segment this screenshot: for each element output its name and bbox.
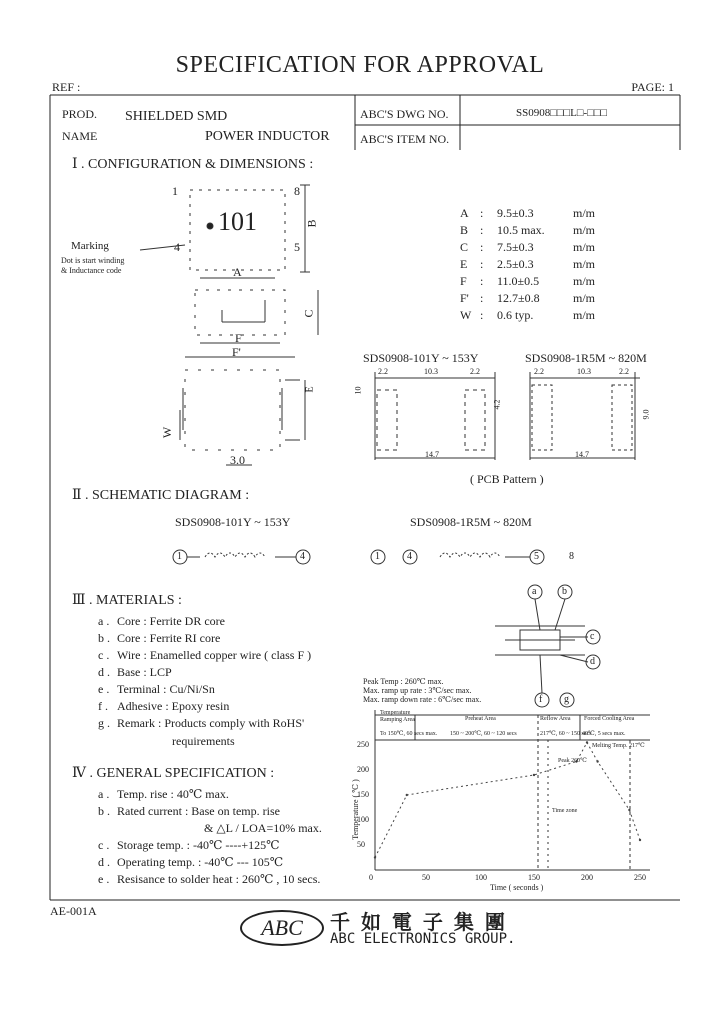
dim-unit: m/m [573,291,596,305]
reflow-point [586,741,588,743]
material-label: Base : LCP [117,665,172,679]
dim-value: 7.5±0.3 [497,240,534,254]
page-number: PAGE: 1 [631,80,674,94]
pin-5: 5 [294,240,300,254]
dim-unit: m/m [573,206,596,220]
material-key: c . [98,648,110,662]
dim-key: C [460,240,469,254]
chart-ylabel: Temperature ( ℃ ) [350,779,360,840]
name-label: NAME [62,129,98,143]
pcb-r-22a: 2.2 [534,367,544,376]
reflow-point [374,856,376,858]
spec-label: Resisance to solder heat : 260℃ , 10 secs. [117,872,321,886]
marking-label: Marking [71,240,109,252]
company-name-cn: 千 如 電 子 集 團 [330,910,507,934]
remark-continuation: requirements [172,734,235,748]
chart-xlabel: Time ( seconds ) [490,883,544,892]
dwg-label: ABC'S DWG NO. [360,107,449,121]
dim-label-C: C [301,309,316,318]
spec-key: a . [98,787,110,801]
dim-colon: : [480,223,484,237]
dim-value: 9.5±0.3 [497,206,534,220]
company-logo: ABC [240,910,324,946]
zone-preheat: Preheat Area [465,716,496,722]
spec-key: b . [98,804,110,818]
dim-colon: : [480,308,484,322]
marking-code: 101 [218,207,257,236]
dim-colon: : [480,240,484,254]
material-key: f . [98,699,108,713]
dim-label-F2: F' [232,345,241,359]
dim-colon: : [480,206,484,220]
y-tick-label: 50 [357,840,365,849]
dim-key: F' [460,291,469,305]
reflow-ramp-down: Max. ramp down rate : 6℃/sec max. [363,695,482,704]
dim-value: 2.5±0.3 [497,257,534,271]
pcb-l-22b: 2.2 [470,367,480,376]
pcb-l-42: 4.2 [492,399,502,410]
dim-unit: m/m [573,308,596,322]
pcb-r-147: 14.7 [575,450,589,459]
product-line2: POWER INDUCTOR [205,129,330,144]
schematic-lines [173,550,544,564]
spec-label: Storage temp. : -40℃ ----+125℃ [117,838,280,852]
y-tick-label: 150 [357,790,369,799]
dim-unit: m/m [573,274,596,288]
reflow-point [406,794,408,796]
dim-label-B: B [304,219,319,228]
materials-section-drawing [495,585,600,707]
x-tick-label: 200 [581,873,593,882]
zone-cooling: Forced Cooling Area [584,716,635,722]
melt-temp: Melting Temp. 217℃ [592,743,645,749]
material-label: Remark : Products comply with RoHS' [117,716,305,730]
schematic-r-pin8: 8 [569,551,574,562]
y-tick-label: 100 [357,815,369,824]
spec-key: e . [98,872,110,886]
x-tick-label: 150 [528,873,540,882]
material-label: Terminal : Cu/Ni/Sn [117,682,215,696]
y-tick-label: 200 [357,765,369,774]
pcb-caption: ( PCB Pattern ) [470,472,544,486]
zone-reflow-val: 217℃, 60 ~ 150 secs [540,731,592,737]
dim-unit: m/m [573,240,596,254]
callout-c: c [590,631,595,642]
pcb-left-title: SDS0908-101Y ~ 153Y [363,351,479,365]
dim-value: 11.0±0.5 [497,274,540,288]
dim-label-E: E [304,386,316,393]
spec-key: d . [98,855,110,869]
material-label: Core : Ferrite RI core [117,631,221,645]
pcb-right-title: SDS0908-1R5M ~ 820M [525,351,647,365]
company-name-en: ABC ELECTRONICS GROUP. [330,931,516,947]
material-key: d . [98,665,110,679]
dim-value: 0.6 typ. [497,308,534,322]
reflow-plot [374,741,641,858]
reflow-point [596,760,598,762]
spec-label: Rated current : Base on temp. rise [117,804,280,818]
zone-ramp-val: To 150℃, 60 secs max. [380,731,438,737]
product-line1: SHIELDED SMD [125,109,228,124]
y-tick-label: 250 [357,740,369,749]
section2-title: Ⅱ . SCHEMATIC DIAGRAM : [72,488,250,503]
dim-unit: m/m [573,223,596,237]
doc-number: AE-001A [50,904,97,918]
material-label: Wire : Enamelled copper wire ( class F ) [117,648,312,662]
callout-d: d [590,656,595,667]
spec-label: & △L / LOA=10% max. [204,821,322,835]
zone-ramp: Temperature Ramping Area [380,710,415,723]
material-label: Core : Ferrite DR core [117,614,225,628]
reflow-point [639,839,641,841]
zone-preheat-val: 150 ~ 200℃, 60 ~ 120 secs [450,731,517,737]
spec-key: c . [98,838,110,852]
dim-key: F [460,274,467,288]
zone-cooling-val: 40℃, 5 secs max. [582,731,626,737]
pcb-r-90: 9.0 [641,409,651,420]
callout-f: f [539,694,543,705]
item-label: ABC'S ITEM NO. [360,132,450,146]
marking-note1: Dot is start winding [61,256,125,265]
schematic-r-pin5: 5 [534,551,539,562]
pcb-pattern-left [375,372,495,460]
dim-key: W [460,308,472,322]
pin-1: 1 [172,184,178,198]
reflow-peak: Peak Temp : 260℃ max. [363,677,444,686]
x-tick-label: 250 [634,873,646,882]
zone-reflow: Reflow Area [540,716,571,722]
dim-key: A [460,206,469,220]
dim-key: E [460,257,468,271]
section3-title: Ⅲ . MATERIALS : [72,593,182,608]
pcb-l-103: 10.3 [424,367,438,376]
section4-title: Ⅳ . GENERAL SPECIFICATION : [72,766,275,781]
material-key: e . [98,682,110,696]
spec-label: Operating temp. : -40℃ --- 105℃ [117,855,284,869]
pcb-pattern-right [530,372,640,460]
material-key: a . [98,614,110,628]
section1-title: Ⅰ . CONFIGURATION & DIMENSIONS : [72,157,314,172]
pcb-l-10: 10 [353,386,363,395]
schematic-right-title: SDS0908-1R5M ~ 820M [410,515,532,529]
x-tick-label: 0 [369,873,373,882]
callout-a: a [532,586,537,597]
page-title: SPECIFICATION FOR APPROVAL [175,52,545,78]
reflow-point [628,809,630,811]
dim-label-W: W [160,426,175,439]
marking-note2: & Inductance code [61,266,122,275]
pin-4: 4 [174,240,180,254]
schematic-r-pin1: 1 [375,551,380,562]
reflow-ramp-up: Max. ramp up rate : 3℃/sec max. [363,686,472,695]
pin-8: 8 [294,184,300,198]
pcb-l-147: 14.7 [425,450,439,459]
dwg-value: SS0908□□□L□-□□□ [516,107,608,119]
dim-value: 10.5 max. [497,223,545,237]
schematic-l-pin1: 1 [177,551,182,562]
prod-label: PROD. [62,107,98,121]
ref-label: REF : [52,80,81,94]
pcb-r-22b: 2.2 [619,367,629,376]
reflow-point [533,774,535,776]
schematic-r-pin4: 4 [407,551,412,562]
time-zone: Time zone [552,808,578,814]
reflow-series-line [375,743,640,858]
schematic-l-pin4: 4 [300,551,305,562]
material-label: Adhesive : Epoxy resin [117,699,230,713]
pcb-r-103: 10.3 [577,367,591,376]
dim-colon: : [480,274,484,288]
dim-label-3-0: 3.0 [230,453,245,467]
dim-colon: : [480,257,484,271]
x-tick-label: 100 [475,873,487,882]
dim-unit: m/m [573,257,596,271]
dim-label-A: A [233,265,242,279]
x-tick-label: 50 [422,873,430,882]
spec-label: Temp. rise : 40℃ max. [117,787,229,801]
dim-label-F: F [235,331,242,345]
material-key: g . [98,716,110,730]
pcb-l-22a: 2.2 [378,367,388,376]
schematic-left-title: SDS0908-101Y ~ 153Y [175,515,291,529]
dim-colon: : [480,291,484,305]
callout-b: b [562,586,567,597]
peak-small: Peak 260℃ [558,758,587,764]
dim-value: 12.7±0.8 [497,291,540,305]
dim-key: B [460,223,469,237]
material-key: b . [98,631,110,645]
callout-g: g [564,694,569,705]
